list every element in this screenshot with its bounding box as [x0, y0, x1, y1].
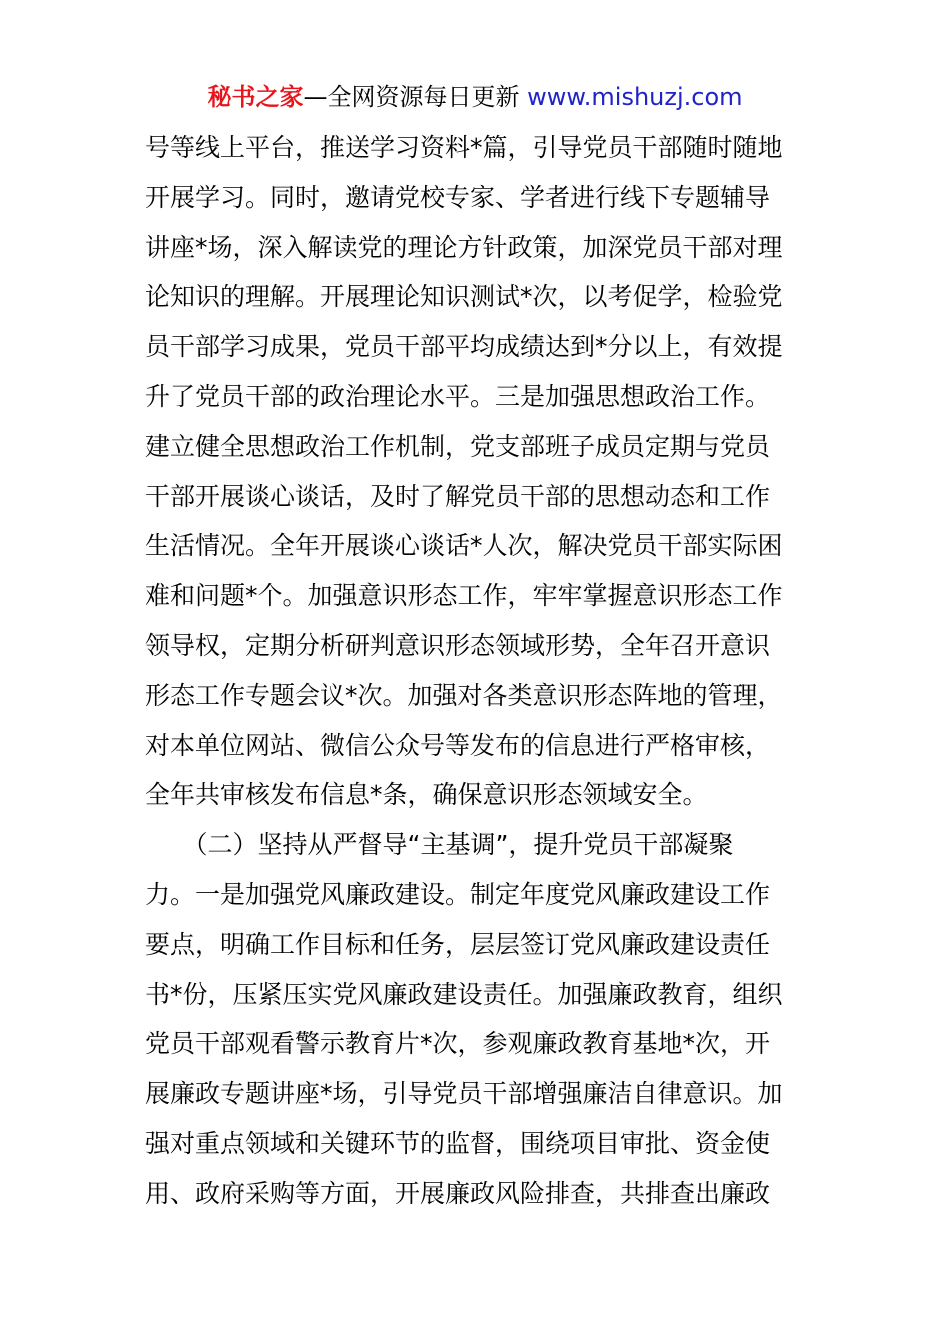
text-line: 对本单位网站、微信公众号等发布的信息进行严格审核， — [145, 730, 771, 760]
text-line: 开展学习。同时，邀请党校专家、学者进行线下专题辅导 — [145, 182, 771, 212]
text-line: 力。一是加强党风廉政建设。制定年度党风廉政建设工作 — [145, 879, 771, 909]
text-line: 干部开展谈心谈话，及时了解党员干部的思想动态和工作 — [145, 481, 771, 511]
site-brand: 秘书之家 — [207, 83, 304, 111]
text-line: 号等线上平台，推送学习资料*篇，引导党员干部随时随地 — [145, 133, 783, 162]
text-line: 用、政府采购等方面，开展廉政风险排查，共排查出廉政 — [145, 1178, 771, 1208]
text-line: 书*份，压紧压实党风廉政建设责任。加强廉政教育，组织 — [145, 979, 783, 1009]
text-line: 员干部学习成果，党员干部平均成绩达到*分以上，有效提 — [145, 332, 783, 362]
section-heading-line: （二）坚持从严督导“主基调”，提升党员干部凝聚 — [145, 830, 734, 860]
text-line: 展廉政专题讲座*场，引导党员干部增强廉洁自律意识。加 — [145, 1079, 783, 1109]
text-line: 全年共审核发布信息*条，确保意识形态领域安全。 — [145, 780, 708, 810]
site-tagline: —全网资源每日更新 — [303, 83, 520, 111]
text-line: 难和问题*个。加强意识形态工作，牢牢掌握意识形态工作 — [145, 581, 783, 611]
text-line: 生活情况。全年开展谈心谈话*人次，解决党员干部实际困 — [145, 531, 783, 561]
text-line: 要点，明确工作目标和任务，层层签订党风廉政建设责任 — [145, 929, 771, 959]
text-line: 强对重点领域和关键环节的监督，围绕项目审批、资金使 — [145, 1128, 771, 1158]
site-url-link[interactable]: www.mishuzj.com — [527, 83, 743, 111]
text-line: 建立健全思想政治工作机制，党支部班子成员定期与党员 — [145, 431, 771, 461]
text-line: 讲座*场，深入解读党的理论方针政策，加深党员干部对理 — [145, 232, 783, 262]
site-header — [0, 80, 950, 114]
text-line: 党员干部观看警示教育片*次，参观廉政教育基地*次，开 — [145, 1029, 771, 1059]
text-line: 领导权，定期分析研判意识形态领域形势，全年召开意识 — [145, 630, 771, 660]
text-line: 论知识的理解。开展理论知识测试*次，以考促学，检验党 — [145, 282, 783, 312]
document-body — [145, 123, 815, 1219]
text-line: 形态工作专题会议*次。加强对各类意识形态阵地的管理， — [145, 680, 783, 710]
text-line: 升了党员干部的政治理论水平。三是加强思想政治工作。 — [145, 381, 771, 411]
